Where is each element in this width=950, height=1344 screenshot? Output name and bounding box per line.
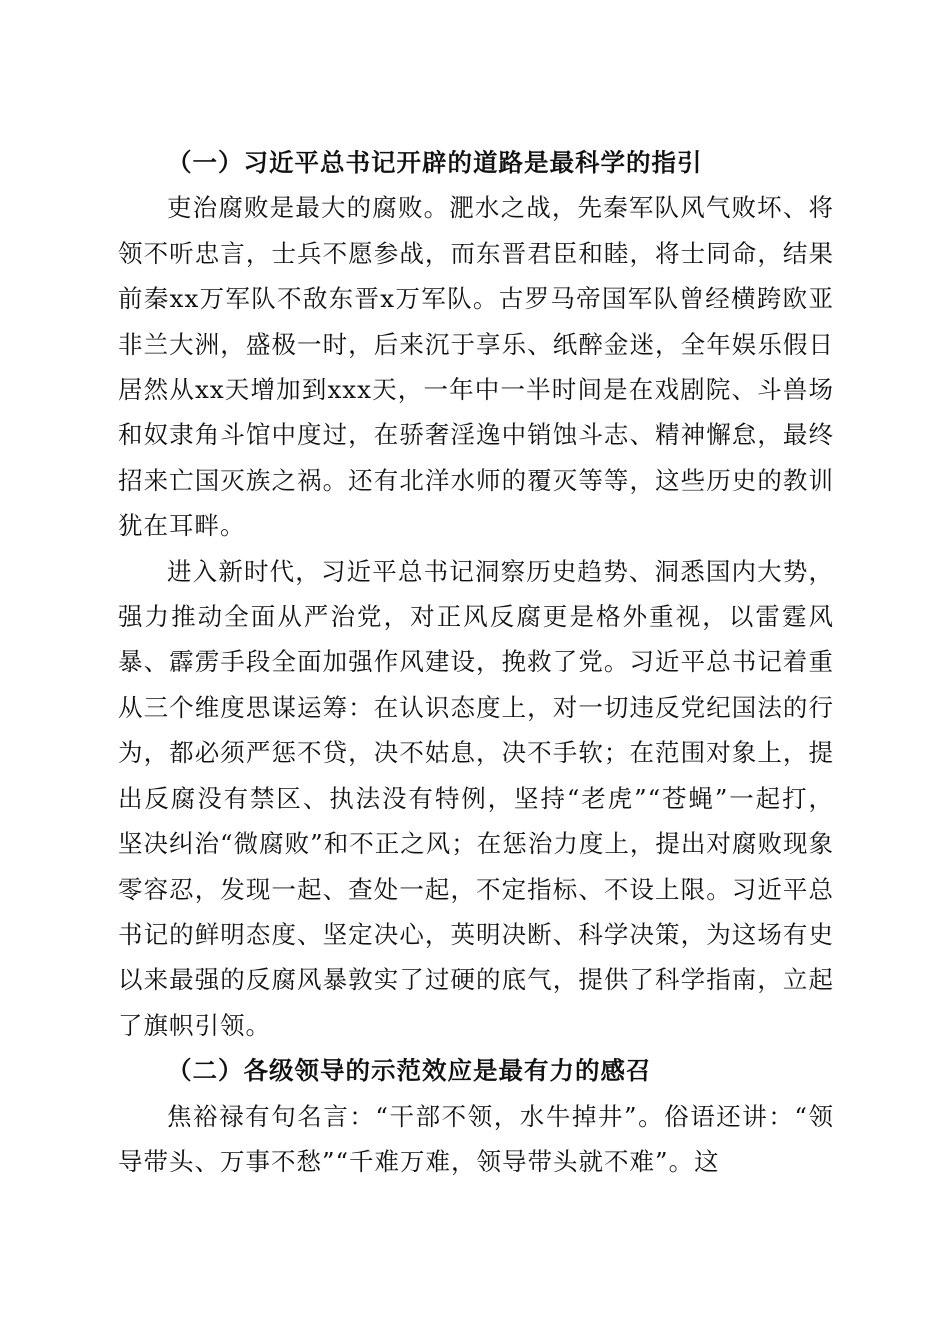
section-heading-1: （一）习近平总书记开辟的道路是最科学的指引 bbox=[167, 148, 703, 177]
document-body bbox=[118, 140, 834, 1184]
paragraph-2: 进入新时代，习近平总书记洞察历史趋势、洞悉国内大势，强力推动全面从严治党，对正风反腐更是格外重视，以雷霆风暴、霹雳手段全面加强作风建设，挽救了党。习近平总书记着重从三个维度思谋运筹：在认识态度上，对一切违反党纪国法的行为，都必须严惩不贷，决不姑息，决不手软；在范围对象上，提出反腐没有禁区、执法没有特例，坚持“老虎”“苍蝇”一起打，坚决纠治“微腐败”和不正之风；在惩治力度上，提出对腐败现象零容忍，发现一起、查处一起，不定指标、不设上限。习近平总书记的鲜明态度、坚定决心，英明决断、科学决策，为这场有史以来最强的反腐风暴敦实了过硬的底气，提供了科学指南，立起了旗帜引领。 bbox=[118, 556, 834, 1040]
paragraph-3: 焦裕禄有句名言：“干部不领，水牛掉井”。俗语还讲：“领导带头、万事不愁”“千难万难，领导带头就不难”。这 bbox=[118, 1101, 834, 1176]
section-heading-2: （二）各级领导的示范效应是最有力的感召 bbox=[167, 1056, 652, 1086]
paragraph-1: 吏治腐败是最大的腐败。淝水之战，先秦军队风气败坏、将领不听忠言，士兵不愿参战，而东晋君臣和睦，将士同命，结果前秦xx万军队不敌东晋x万军队。古罗马帝国军队曾经横跨欧亚非兰大洲，盛极一时，后来沉于享乐、纸醉金迷，全年娱乐假日居然从xx天增加到xxx天，一年中一半时间是在戏剧院、斗兽场和奴隶角斗馆中度过，在骄奢淫逸中销蚀斗志、精神懈怠，最终招来亡国灭族之祸。还有北洋水师的覆灭等等，这些历史的教训犹在耳畔。 bbox=[118, 193, 834, 541]
